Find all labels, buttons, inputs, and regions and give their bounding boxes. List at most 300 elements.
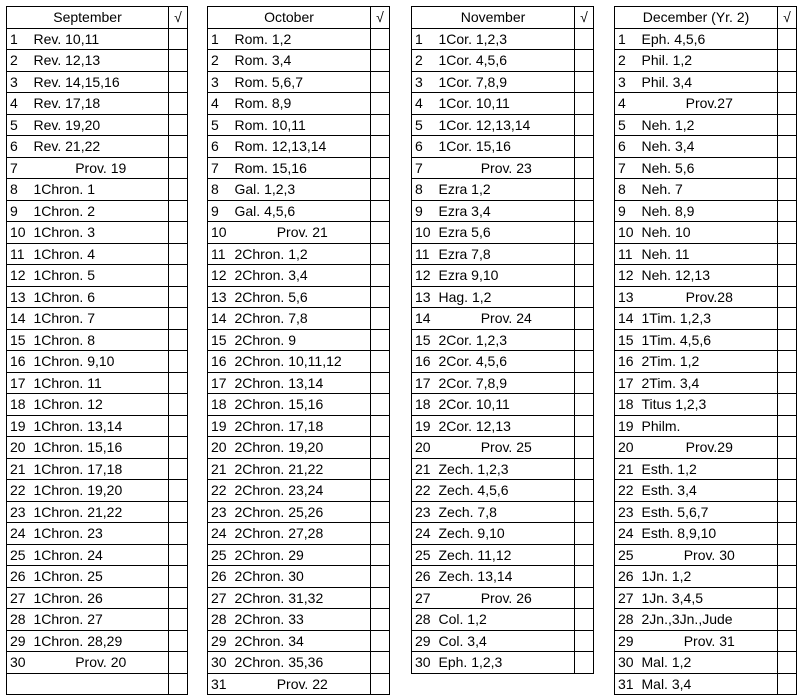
checkbox-cell[interactable] [169,28,188,50]
day-number: 29 [412,630,437,652]
table-row [7,673,188,695]
table-row [7,609,188,631]
table-row [208,630,390,652]
checkbox-cell[interactable] [778,437,797,459]
month-table-december [614,6,797,695]
checkbox-cell[interactable] [169,523,188,545]
day-number: 14 [7,308,32,330]
checkbox-cell[interactable] [778,329,797,351]
day-number: 11 [7,243,32,265]
reading-cell: 2Cor. 7,8,9 [437,372,575,394]
checkbox-cell[interactable] [778,673,797,695]
checkbox-cell[interactable] [575,501,594,523]
table-row [615,566,797,588]
reading-cell: 2Cor. 4,5,6 [437,351,575,373]
reading-cell: Gal. 4,5,6 [233,200,371,222]
reading-cell: 2Cor. 12,13 [437,415,575,437]
reading-cell: Prov. 21 [233,222,371,244]
table-row [412,286,594,308]
checkbox-cell[interactable] [169,136,188,158]
month-table-november [411,6,594,674]
checkbox-cell[interactable] [371,71,390,93]
day-number: 22 [208,480,233,502]
table-row [208,544,390,566]
checkbox-cell[interactable] [778,200,797,222]
reading-cell: Prov. 26 [437,587,575,609]
day-number: 13 [615,286,640,308]
table-row [412,587,594,609]
checkbox-cell[interactable] [778,458,797,480]
checkbox-cell[interactable] [575,437,594,459]
checkbox-cell[interactable] [778,609,797,631]
day-number: 19 [615,415,640,437]
day-number: 6 [7,136,32,158]
reading-cell: Rom. 15,16 [233,157,371,179]
checkbox-cell[interactable] [778,544,797,566]
checkbox-cell[interactable] [371,265,390,287]
checkbox-cell[interactable] [575,480,594,502]
day-number: 9 [615,200,640,222]
checkbox-cell[interactable] [778,501,797,523]
reading-cell: Neh. 3,4 [640,136,778,158]
day-number: 8 [7,179,32,201]
table-row [615,415,797,437]
reading-cell: Rom. 1,2 [233,28,371,50]
checkbox-cell[interactable] [169,50,188,72]
checkbox-cell[interactable] [778,157,797,179]
day-number: 13 [412,286,437,308]
day-number: 29 [615,630,640,652]
day-number: 17 [208,372,233,394]
day-number: 31 [208,673,233,695]
reading-cell: Esth. 5,6,7 [640,501,778,523]
checkbox-cell[interactable] [575,71,594,93]
checkbox-cell[interactable] [575,372,594,394]
table-row [615,50,797,72]
checkbox-cell[interactable] [778,566,797,588]
reading-cell: 2Chron. 31,32 [233,587,371,609]
day-number: 26 [615,566,640,588]
table-row [412,71,594,93]
table-row [615,308,797,330]
table-row [615,523,797,545]
checkbox-cell[interactable] [778,179,797,201]
checkbox-cell[interactable] [371,243,390,265]
checkbox-cell[interactable] [169,179,188,201]
checkbox-cell[interactable] [169,114,188,136]
reading-cell: Neh. 7 [640,179,778,201]
reading-cell: 1Chron. 4 [32,243,169,265]
checkbox-cell[interactable] [169,329,188,351]
table-row [7,157,188,179]
reading-cell: 2Chron. 30 [233,566,371,588]
checkbox-cell[interactable] [778,394,797,416]
checkbox-cell[interactable] [371,652,390,674]
reading-cell: 1Tim. 4,5,6 [640,329,778,351]
checkbox-cell[interactable] [575,114,594,136]
checkbox-cell[interactable] [371,286,390,308]
checkbox-cell[interactable] [575,200,594,222]
checkbox-cell[interactable] [371,587,390,609]
checkbox-cell[interactable] [371,609,390,631]
checkbox-cell[interactable] [575,566,594,588]
checkbox-cell[interactable] [169,566,188,588]
checkbox-cell[interactable] [371,415,390,437]
reading-cell: 1Chron. 5 [32,265,169,287]
day-number: 2 [412,50,437,72]
table-row [615,394,797,416]
table-row [615,609,797,631]
day-number: 23 [7,501,32,523]
checkbox-cell[interactable] [778,28,797,50]
table-row [208,93,390,115]
table-row [208,136,390,158]
reading-cell: Prov.29 [640,437,778,459]
day-number: 6 [615,136,640,158]
checkbox-cell[interactable] [575,394,594,416]
day-number: 1 [7,28,32,50]
reading-cell: Neh. 10 [640,222,778,244]
day-number: 7 [412,157,437,179]
checkbox-cell[interactable] [169,351,188,373]
day-number: 19 [412,415,437,437]
reading-cell: Rev. 12,13 [32,50,169,72]
checkbox-cell[interactable] [371,50,390,72]
reading-cell: Neh. 5,6 [640,157,778,179]
table-row [208,437,390,459]
day-number: 30 [7,652,32,674]
checkbox-cell[interactable] [575,630,594,652]
reading-cell: 1Jn. 3,4,5 [640,587,778,609]
checkbox-cell[interactable] [169,437,188,459]
day-number: 15 [208,329,233,351]
day-number: 18 [412,394,437,416]
table-row [7,394,188,416]
day-number: 20 [615,437,640,459]
checkbox-cell[interactable] [169,415,188,437]
checkbox-cell[interactable] [371,437,390,459]
checkbox-cell[interactable] [575,587,594,609]
reading-cell: Ezra 5,6 [437,222,575,244]
checkbox-cell[interactable] [778,114,797,136]
table-row [208,480,390,502]
table-row [412,609,594,631]
checkbox-cell[interactable] [169,222,188,244]
reading-cell: Neh. 11 [640,243,778,265]
table-row [208,50,390,72]
reading-cell: 1Chron. 9,10 [32,351,169,373]
checkbox-cell[interactable] [778,308,797,330]
day-number: 9 [7,200,32,222]
checkbox-cell[interactable] [169,265,188,287]
checkbox-cell[interactable] [169,372,188,394]
checkbox-cell[interactable] [778,351,797,373]
reading-cell: Prov. 22 [233,673,371,695]
day-number: 12 [615,265,640,287]
reading-cell: 1Chron. 3 [32,222,169,244]
reading-cell: 2Chron. 33 [233,609,371,631]
checkbox-cell[interactable] [371,394,390,416]
checkbox-cell[interactable] [371,501,390,523]
reading-cell: Neh. 8,9 [640,200,778,222]
reading-cell: 2Chron. 15,16 [233,394,371,416]
reading-cell: 1Chron. 11 [32,372,169,394]
reading-cell: 2Cor. 1,2,3 [437,329,575,351]
checkbox-cell[interactable] [371,351,390,373]
day-number: 10 [615,222,640,244]
checkbox-cell[interactable] [371,566,390,588]
day-number: 26 [208,566,233,588]
day-number: 20 [412,437,437,459]
checkbox-cell[interactable] [371,179,390,201]
day-number: 24 [208,523,233,545]
table-row [208,587,390,609]
checkbox-cell[interactable] [575,308,594,330]
reading-cell: Prov. 30 [640,544,778,566]
table-row [208,415,390,437]
checkbox-cell[interactable] [169,501,188,523]
reading-cell: 2Chron. 7,8 [233,308,371,330]
day-number: 30 [615,652,640,674]
reading-cell: Phil. 3,4 [640,71,778,93]
checkbox-cell[interactable] [575,351,594,373]
day-number: 15 [7,329,32,351]
table-row [615,458,797,480]
checkbox-cell[interactable] [169,673,188,695]
checkbox-cell[interactable] [371,28,390,50]
day-number: 1 [615,28,640,50]
checkbox-cell[interactable] [371,200,390,222]
reading-cell: Zech. 1,2,3 [437,458,575,480]
reading-cell: Rev. 21,22 [32,136,169,158]
reading-cell: 2Chron. 35,36 [233,652,371,674]
table-row [412,308,594,330]
checkbox-cell[interactable] [169,243,188,265]
reading-cell: 2Chron. 9 [233,329,371,351]
reading-cell: 1Chron. 26 [32,587,169,609]
day-number: 2 [7,50,32,72]
checkbox-cell[interactable] [371,329,390,351]
table-row [412,157,594,179]
table-row [7,351,188,373]
reading-cell: Phil. 1,2 [640,50,778,72]
table-row [7,587,188,609]
day-number: 3 [615,71,640,93]
reading-cell: 2Chron. 10,11,12 [233,351,371,373]
table-row [7,200,188,222]
checkbox-cell[interactable] [778,222,797,244]
day-number: 18 [208,394,233,416]
day-number: 4 [208,93,233,115]
checkbox-cell[interactable] [371,136,390,158]
day-number: 20 [7,437,32,459]
day-number: 23 [208,501,233,523]
checkbox-cell[interactable] [575,50,594,72]
reading-cell: 2Cor. 10,11 [437,394,575,416]
day-number: 5 [7,114,32,136]
checkbox-cell[interactable] [778,136,797,158]
table-row [7,50,188,72]
table-row [208,265,390,287]
table-row [7,136,188,158]
checkbox-cell[interactable] [371,222,390,244]
checkbox-cell[interactable] [371,480,390,502]
checkbox-cell[interactable] [169,394,188,416]
table-row [208,673,390,695]
table-row [412,50,594,72]
month-header: November [412,7,575,29]
table-row [208,566,390,588]
reading-cell: Rom. 8,9 [233,93,371,115]
day-number: 12 [7,265,32,287]
checkbox-cell[interactable] [575,286,594,308]
table-row [615,544,797,566]
checkbox-cell[interactable] [169,71,188,93]
checkbox-cell[interactable] [575,329,594,351]
day-number: 9 [208,200,233,222]
reading-cell: Ezra 1,2 [437,179,575,201]
checkbox-cell[interactable] [169,308,188,330]
checkbox-cell[interactable] [575,652,594,674]
checkbox-cell[interactable] [575,157,594,179]
table-row [208,458,390,480]
day-number: 24 [615,523,640,545]
table-row [412,652,594,674]
reading-cell: Ezra 7,8 [437,243,575,265]
checkbox-cell[interactable] [371,523,390,545]
checkbox-cell[interactable] [778,265,797,287]
day-number: 7 [615,157,640,179]
checkbox-cell[interactable] [371,673,390,695]
checkbox-cell[interactable] [575,243,594,265]
checkbox-cell[interactable] [371,544,390,566]
reading-cell: Neh. 1,2 [640,114,778,136]
checkbox-cell[interactable] [778,93,797,115]
table-row [208,243,390,265]
checkbox-cell[interactable] [169,630,188,652]
checkbox-cell[interactable] [575,609,594,631]
day-number: 8 [208,179,233,201]
reading-cell: 1Chron. 17,18 [32,458,169,480]
checkbox-cell[interactable] [169,93,188,115]
checkbox-cell[interactable] [575,93,594,115]
checkbox-cell[interactable] [575,179,594,201]
reading-cell: 2Chron. 13,14 [233,372,371,394]
day-number: 21 [412,458,437,480]
reading-cell: 1Chron. 27 [32,609,169,631]
checkbox-cell[interactable] [169,157,188,179]
checkbox-cell[interactable] [371,372,390,394]
table-row [208,523,390,545]
checkbox-cell[interactable] [169,587,188,609]
table-row [208,71,390,93]
reading-cell: 1Jn. 1,2 [640,566,778,588]
day-number: 28 [412,609,437,631]
reading-cell: Zech. 7,8 [437,501,575,523]
checkbox-cell[interactable] [169,458,188,480]
checkbox-cell[interactable] [575,544,594,566]
checkbox-cell[interactable] [575,136,594,158]
table-row [7,415,188,437]
table-row [615,265,797,287]
reading-cell: Hag. 1,2 [437,286,575,308]
checkbox-cell[interactable] [371,630,390,652]
day-number: 7 [7,157,32,179]
day-number: 1 [208,28,233,50]
table-row [412,437,594,459]
day-number: 3 [208,71,233,93]
day-number: 25 [615,544,640,566]
checkbox-cell[interactable] [371,114,390,136]
checkbox-cell[interactable] [778,50,797,72]
day-number: 4 [412,93,437,115]
table-row [615,286,797,308]
checkbox-cell[interactable] [169,609,188,631]
checkbox-cell[interactable] [575,458,594,480]
checkbox-cell[interactable] [778,652,797,674]
table-row [412,136,594,158]
table-row [615,329,797,351]
table-row [615,93,797,115]
table-row [412,265,594,287]
table-row [615,179,797,201]
table-row [7,523,188,545]
checkbox-cell[interactable] [778,243,797,265]
checkbox-cell[interactable] [778,587,797,609]
checkbox-cell[interactable] [575,222,594,244]
reading-cell: 1Chron. 12 [32,394,169,416]
checkbox-cell[interactable] [778,286,797,308]
reading-cell: 2Chron. 25,26 [233,501,371,523]
checkbox-cell[interactable] [169,544,188,566]
reading-cell: Rom. 10,11 [233,114,371,136]
table-row [412,28,594,50]
checkbox-cell[interactable] [169,652,188,674]
checkbox-cell[interactable] [575,523,594,545]
checkbox-cell[interactable] [778,630,797,652]
checkbox-cell[interactable] [371,308,390,330]
checkbox-cell[interactable] [169,286,188,308]
reading-cell: 2Chron. 17,18 [233,415,371,437]
table-row [7,179,188,201]
day-number: 15 [412,329,437,351]
month-header: December (Yr. 2) [615,7,778,29]
day-number: 29 [208,630,233,652]
checkbox-cell[interactable] [778,523,797,545]
table-row [412,243,594,265]
day-number: 22 [412,480,437,502]
checkbox-cell[interactable] [778,372,797,394]
checkbox-cell[interactable] [575,265,594,287]
checkbox-cell[interactable] [778,415,797,437]
reading-cell: 1Cor. 15,16 [437,136,575,158]
checkbox-cell[interactable] [169,200,188,222]
table-row [208,501,390,523]
checkbox-cell[interactable] [371,157,390,179]
checkbox-cell[interactable] [575,415,594,437]
checkbox-cell[interactable] [371,458,390,480]
checkbox-cell[interactable] [778,480,797,502]
reading-cell: Col. 3,4 [437,630,575,652]
table-row [412,458,594,480]
check-column-header: √ [575,7,594,29]
checkbox-cell[interactable] [169,480,188,502]
table-row [208,222,390,244]
checkbox-cell[interactable] [778,71,797,93]
reading-cell: 1Chron. 23 [32,523,169,545]
checkbox-cell[interactable] [575,28,594,50]
checkbox-cell[interactable] [371,93,390,115]
